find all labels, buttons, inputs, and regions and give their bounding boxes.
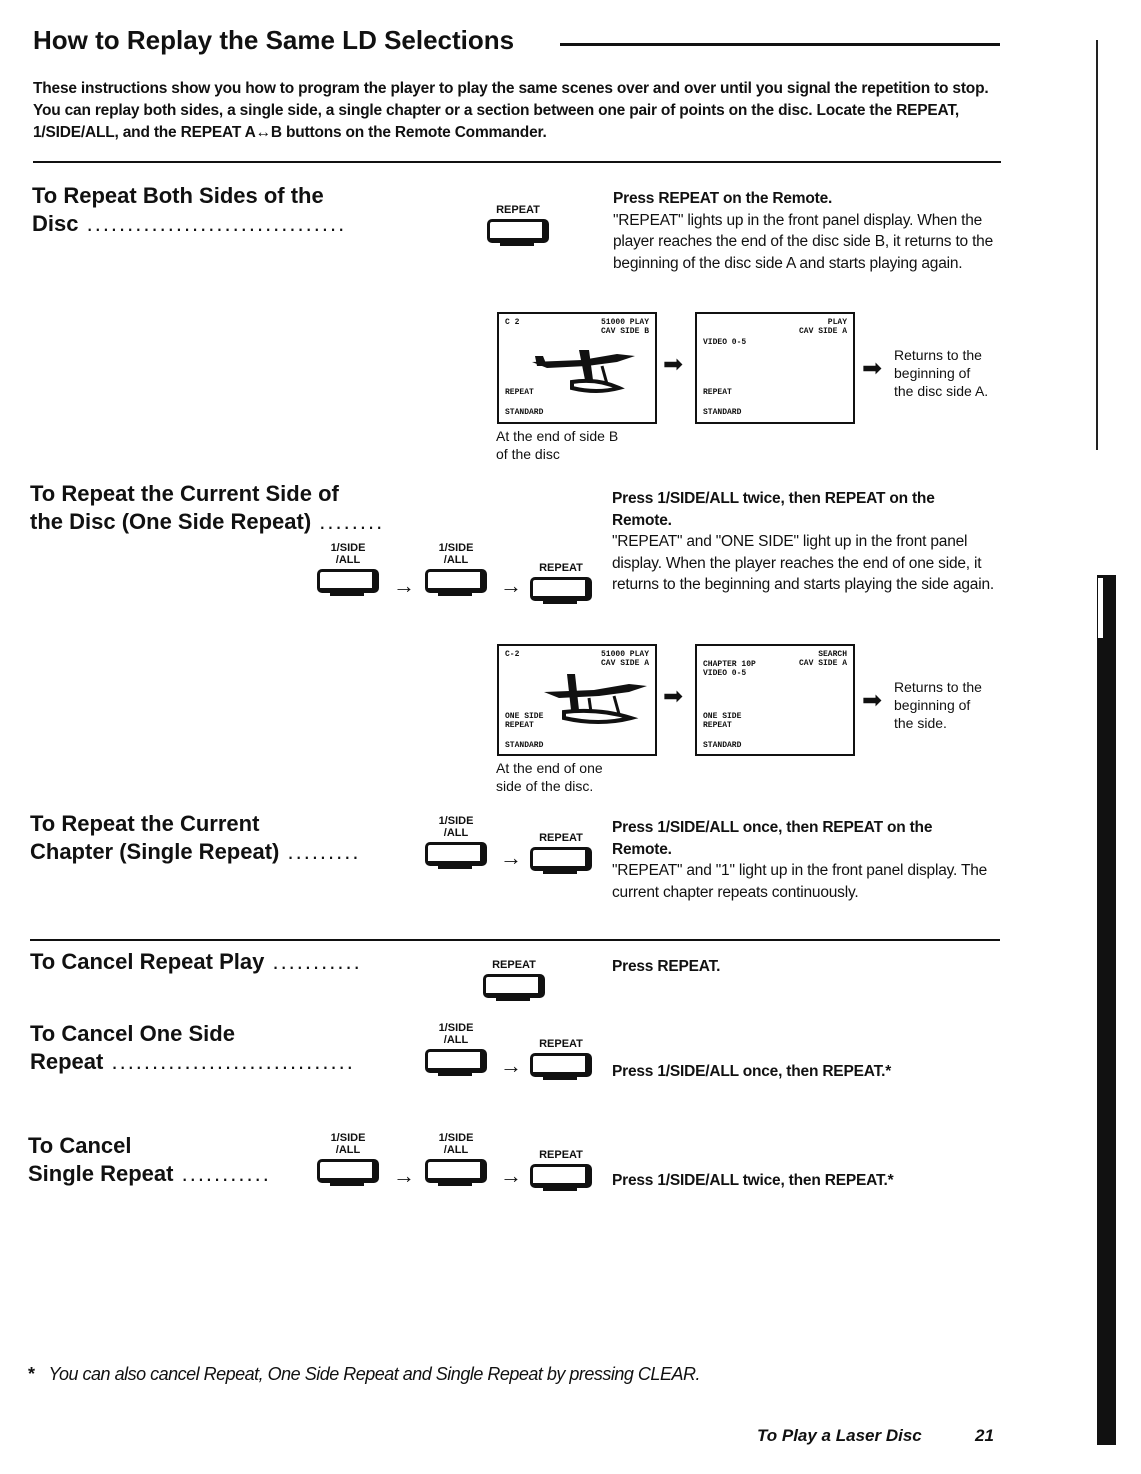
section-description: Press 1/SIDE/ALL once, then REPEAT.*: [612, 1063, 892, 1080]
tv-screen: PLAY CAV SIDE A VIDEO 0-5 REPEAT STANDARD: [695, 312, 855, 424]
arrow-icon: →: [393, 1163, 415, 1188]
divider: [33, 161, 1001, 163]
section-title: To Repeat the Current Chapter (Single Repeat) .........: [30, 811, 361, 864]
returns-note: Returns to the beginning of the disc side A.: [894, 347, 989, 399]
divider: [30, 939, 1000, 941]
page-number: 21: [975, 1426, 994, 1445]
section-title: To Cancel One Side Repeat ..............................: [30, 1021, 355, 1074]
title-rule: [560, 43, 1000, 46]
seaplane-illustration: [527, 340, 637, 400]
side-all-button: 1/SIDE /ALL: [422, 1130, 490, 1186]
footer-section: To Play a Laser Disc: [757, 1426, 922, 1445]
section-title: To Repeat the Current Side of the Disc (One Side Repeat) ........: [30, 481, 385, 534]
arrow-icon: ➡: [663, 683, 684, 710]
tv-screen: SEARCH CAV SIDE A CHAPTER 10P VIDEO 0-5 ONE SIDE REPEAT STANDARD: [695, 644, 855, 756]
arrow-icon: →: [500, 1053, 522, 1078]
section-title: To Cancel Single Repeat ...........: [28, 1133, 271, 1186]
section-description: Press 1/SIDE/ALL twice, then REPEAT on the Remote. "REPEAT" and "ONE SIDE" light up in the front panel display. When the player reaches the end of one side, it returns to the beginning and starts playing the side again.: [612, 490, 994, 593]
section-title: To Repeat Both Sides of the Disc ................................: [32, 183, 347, 236]
repeat-button: REPEAT: [527, 1135, 595, 1191]
arrow-icon: →: [500, 845, 522, 870]
repeat-button: REPEAT: [480, 945, 548, 1001]
seaplane-illustration: [539, 670, 649, 730]
arrow-icon: ➡: [862, 687, 883, 714]
arrow-icon: →: [393, 573, 415, 598]
side-all-button: 1/SIDE /ALL: [422, 813, 490, 869]
side-all-button: 1/SIDE /ALL: [314, 1130, 382, 1186]
margin-bar: [1096, 40, 1098, 450]
side-all-button: 1/SIDE /ALL: [422, 1020, 490, 1076]
intro-text: These instructions show you how to program the player to play the same scenes over and over until you signal the repetition to stop. You can replay both sides, a single side, a single chapter or a section between one pair of points on the disc. Locate the REPEAT, 1/SIDE/ALL, and the REPEAT A↔B buttons on the Remote Commander.: [33, 80, 989, 141]
side-all-button: 1/SIDE /ALL: [314, 540, 382, 596]
page-title: How to Replay the Same LD Selections: [33, 25, 515, 55]
section-description: Press 1/SIDE/ALL once, then REPEAT on the Remote. "REPEAT" and "1" light up in the front panel display. The current chapter repeats continuously.: [612, 819, 988, 901]
tv-screen: C-2 51000 PLAY CAV SIDE A ONE SIDE REPEAT STANDARD: [497, 644, 657, 756]
edge-bar: [1097, 575, 1116, 1445]
tv-screen: C 2 51000 PLAY CAV SIDE B REPEAT STANDARD: [497, 312, 657, 424]
section-description: Press 1/SIDE/ALL twice, then REPEAT.*: [612, 1172, 894, 1189]
footnote: * You can also cancel Repeat, One Side Repeat and Single Repeat by pressing CLEAR.: [28, 1364, 700, 1384]
arrow-icon: →: [500, 573, 522, 598]
section-description: Press REPEAT.: [612, 958, 721, 975]
repeat-button: REPEAT: [527, 1024, 595, 1080]
repeat-button: REPEAT: [527, 548, 595, 604]
side-all-button: 1/SIDE /ALL: [422, 540, 490, 596]
returns-note: Returns to the beginning of the side.: [894, 679, 982, 731]
repeat-button: REPEAT: [527, 818, 595, 874]
section-description: Press REPEAT on the Remote. "REPEAT" lights up in the front panel display. When the player reaches the end of the disc side B, it returns to the beginning of the disc side A and starts playing again.: [613, 190, 994, 272]
repeat-button: REPEAT: [484, 190, 552, 246]
arrow-icon: ➡: [663, 351, 684, 378]
arrow-icon: →: [500, 1163, 522, 1188]
arrow-icon: ➡: [862, 355, 883, 382]
screen-caption: At the end of side B of the disc: [496, 428, 619, 462]
screen-caption: At the end of one side of the disc.: [496, 760, 603, 794]
section-title: To Cancel Repeat Play ...........: [30, 949, 362, 974]
